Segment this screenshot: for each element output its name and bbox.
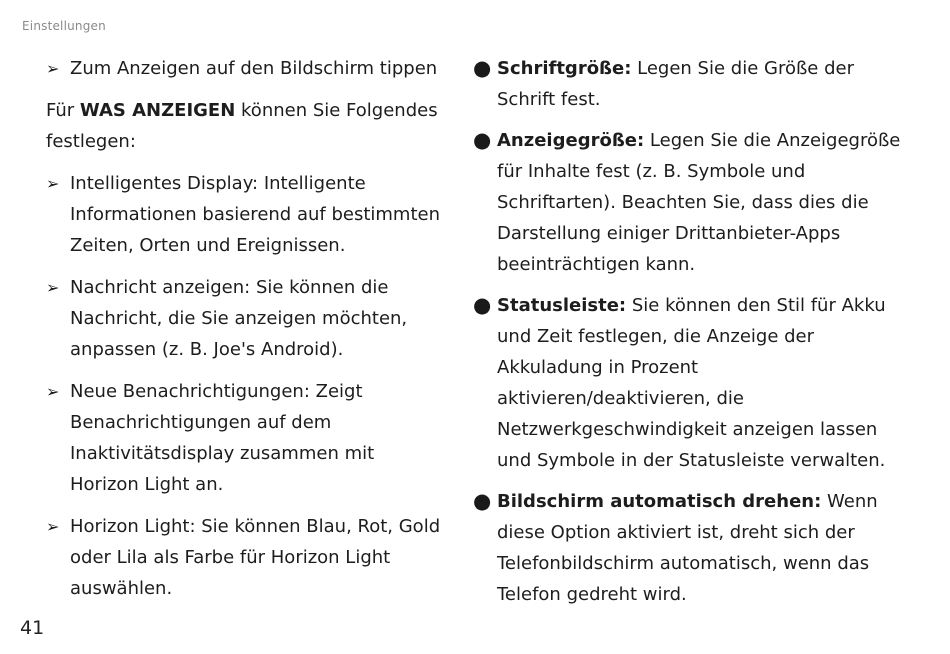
setting-term: Statusleiste:: [497, 295, 627, 316]
setting-description: Sie können den Stil für Akku und Zeit festlegen, die Anzeige der Akkuladung in Prozent aktivieren/deaktivieren, die Netzwerkgeschwindigkeit anzeigen lassen und Symbole in der Statusleiste verwalten.: [497, 295, 886, 471]
intro-paragraph: [46, 95, 446, 157]
section-header: Einstellungen: [22, 19, 106, 33]
list-item-text: [497, 486, 913, 610]
setting-term: Anzeigegröße:: [497, 130, 645, 151]
list-item: [46, 53, 446, 84]
right-column: [473, 53, 913, 620]
intro-bold-term: WAS ANZEIGEN: [79, 100, 236, 121]
arrow-bullet-icon: ➢: [46, 174, 60, 193]
setting-description: Wenn diese Option aktiviert ist, dreht sich der Telefonbildschirm automatisch, wenn das Telefon gedreht wird.: [497, 491, 878, 605]
left-column: [46, 53, 446, 615]
setting-description: Legen Sie die Anzeigegröße für Inhalte fest (z. B. Symbole und Schriftarten). Beachten Sie, dass dies die Darstellung einiger Drittanbieter-Apps beeinträchtigen kann.: [497, 130, 901, 275]
setting-term: Schriftgröße:: [497, 58, 632, 79]
intro-suffix: können Sie Folgendes festlegen:: [46, 100, 438, 152]
list-item-text: [497, 125, 913, 280]
page-number: 41: [20, 617, 45, 639]
list-item: [473, 53, 913, 115]
list-item-text: Zum Anzeigen auf den Bildschirm tippen: [70, 58, 438, 79]
list-item: [46, 511, 446, 604]
arrow-bullet-icon: ➢: [46, 517, 60, 536]
dot-bullet-icon: ●: [473, 128, 492, 152]
list-item: [473, 125, 913, 280]
list-item-text: [497, 290, 913, 476]
list-item-text: Nachricht anzeigen: Sie können die Nachricht, die Sie anzeigen möchten, anpassen (z. B. Joe's Android).: [70, 277, 408, 360]
arrow-bullet-icon: ➢: [46, 59, 60, 78]
dot-bullet-icon: ●: [473, 56, 492, 80]
list-item-text: Neue Benachrichtigungen: Zeigt Benachrichtigungen auf dem Inaktivitätsdisplay zusammen mit Horizon Light an.: [70, 381, 375, 495]
list-item-text: Intelligentes Display: Intelligente Informationen basierend auf bestimmten Zeiten, Orten und Ereignissen.: [70, 173, 440, 256]
arrow-bullet-icon: ➢: [46, 382, 60, 401]
dot-bullet-icon: ●: [473, 489, 492, 513]
list-item: [46, 272, 446, 365]
list-item: [473, 486, 913, 610]
list-item-text: Horizon Light: Sie können Blau, Rot, Gold oder Lila als Farbe für Horizon Light auswählen.: [70, 516, 441, 599]
list-item: [46, 376, 446, 500]
dot-bullet-icon: ●: [473, 293, 492, 317]
list-item: [473, 290, 913, 476]
list-item-text: [497, 53, 913, 115]
setting-term: Bildschirm automatisch drehen:: [497, 491, 822, 512]
arrow-bullet-icon: ➢: [46, 278, 60, 297]
list-item: [46, 168, 446, 261]
setting-description: Legen Sie die Größe der Schrift fest.: [497, 58, 855, 110]
intro-prefix: Für: [46, 100, 80, 121]
